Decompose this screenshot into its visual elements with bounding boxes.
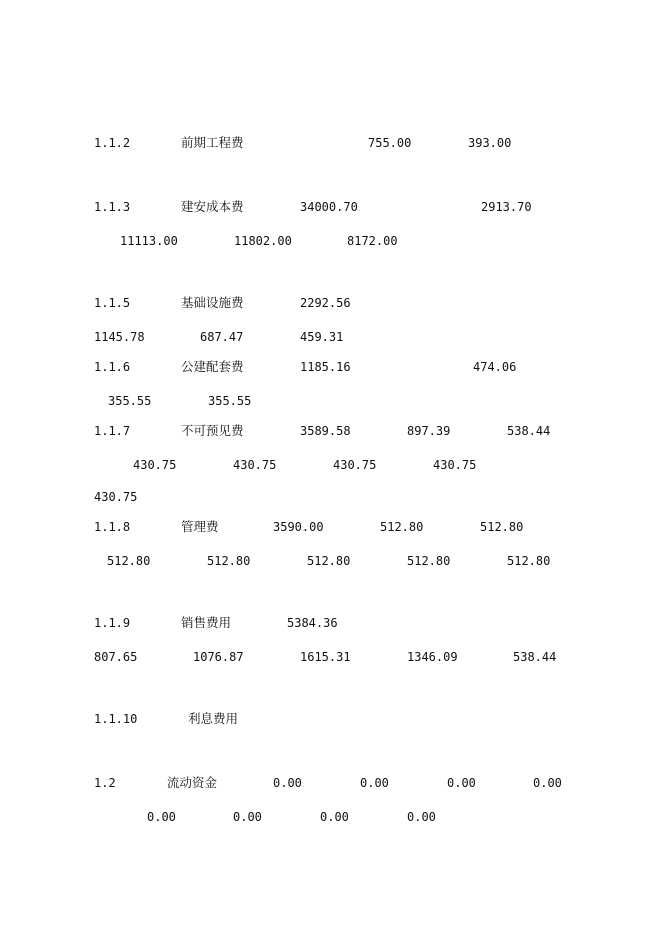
row-value: 512.80 [380, 520, 424, 534]
row-name: 前期工程费 [181, 135, 244, 150]
row-value: 0.00 [273, 776, 302, 790]
row-name: 基础设施费 [181, 295, 244, 310]
row-value: 0.00 [407, 810, 436, 824]
row-value: 459.31 [300, 330, 344, 344]
row-value: 1076.87 [193, 650, 244, 664]
row-value: 1615.31 [300, 650, 351, 664]
row-value: 355.55 [208, 394, 252, 408]
row-value: 755.00 [368, 136, 412, 150]
row-value: 34000.70 [300, 200, 358, 214]
row-value: 5384.36 [287, 616, 338, 630]
row-value: 512.80 [480, 520, 524, 534]
row-value: 11113.00 [120, 234, 178, 248]
row-value: 430.75 [133, 458, 177, 472]
row-name: 利息费用 [188, 711, 239, 726]
row-value: 474.06 [473, 360, 517, 374]
row-code: 1.2 [94, 776, 116, 790]
row-code: 1.1.3 [94, 200, 131, 214]
row-value: 0.00 [447, 776, 476, 790]
row-name: 建安成本费 [181, 199, 244, 214]
row-value: 538.44 [513, 650, 557, 664]
row-value: 0.00 [360, 776, 389, 790]
row-name: 公建配套费 [181, 359, 244, 374]
row-value: 1145.78 [94, 330, 145, 344]
row-value: 512.80 [507, 554, 551, 568]
row-value: 3589.58 [300, 424, 351, 438]
row-code: 1.1.8 [94, 520, 131, 534]
row-value: 3590.00 [273, 520, 324, 534]
row-value: 512.80 [107, 554, 151, 568]
row-value: 2292.56 [300, 296, 351, 310]
row-value: 0.00 [533, 776, 562, 790]
row-code: 1.1.6 [94, 360, 131, 374]
row-value: 430.75 [233, 458, 277, 472]
row-value: 430.75 [333, 458, 377, 472]
row-code: 1.1.5 [94, 296, 131, 310]
row-value: 0.00 [320, 810, 349, 824]
row-code: 1.1.7 [94, 424, 131, 438]
row-value: 2913.70 [481, 200, 532, 214]
row-value: 0.00 [233, 810, 262, 824]
row-value: 512.80 [407, 554, 451, 568]
row-value: 807.65 [94, 650, 138, 664]
row-value: 430.75 [94, 490, 138, 504]
row-value: 8172.00 [347, 234, 398, 248]
row-value: 897.39 [407, 424, 451, 438]
row-value: 687.47 [200, 330, 244, 344]
row-value: 430.75 [433, 458, 477, 472]
row-value: 355.55 [108, 394, 152, 408]
row-value: 538.44 [507, 424, 551, 438]
row-name: 管理费 [181, 519, 219, 534]
row-value: 512.80 [207, 554, 251, 568]
row-value: 1346.09 [407, 650, 458, 664]
row-name: 销售费用 [181, 615, 232, 630]
row-name: 流动资金 [167, 775, 218, 790]
row-value: 393.00 [468, 136, 512, 150]
row-code: 1.1.10 [94, 712, 138, 726]
row-value: 11802.00 [234, 234, 292, 248]
row-code: 1.1.9 [94, 616, 131, 630]
row-code: 1.1.2 [94, 136, 131, 150]
row-value: 0.00 [147, 810, 176, 824]
row-name: 不可预见费 [181, 423, 244, 438]
row-value: 1185.16 [300, 360, 351, 374]
row-value: 512.80 [307, 554, 351, 568]
